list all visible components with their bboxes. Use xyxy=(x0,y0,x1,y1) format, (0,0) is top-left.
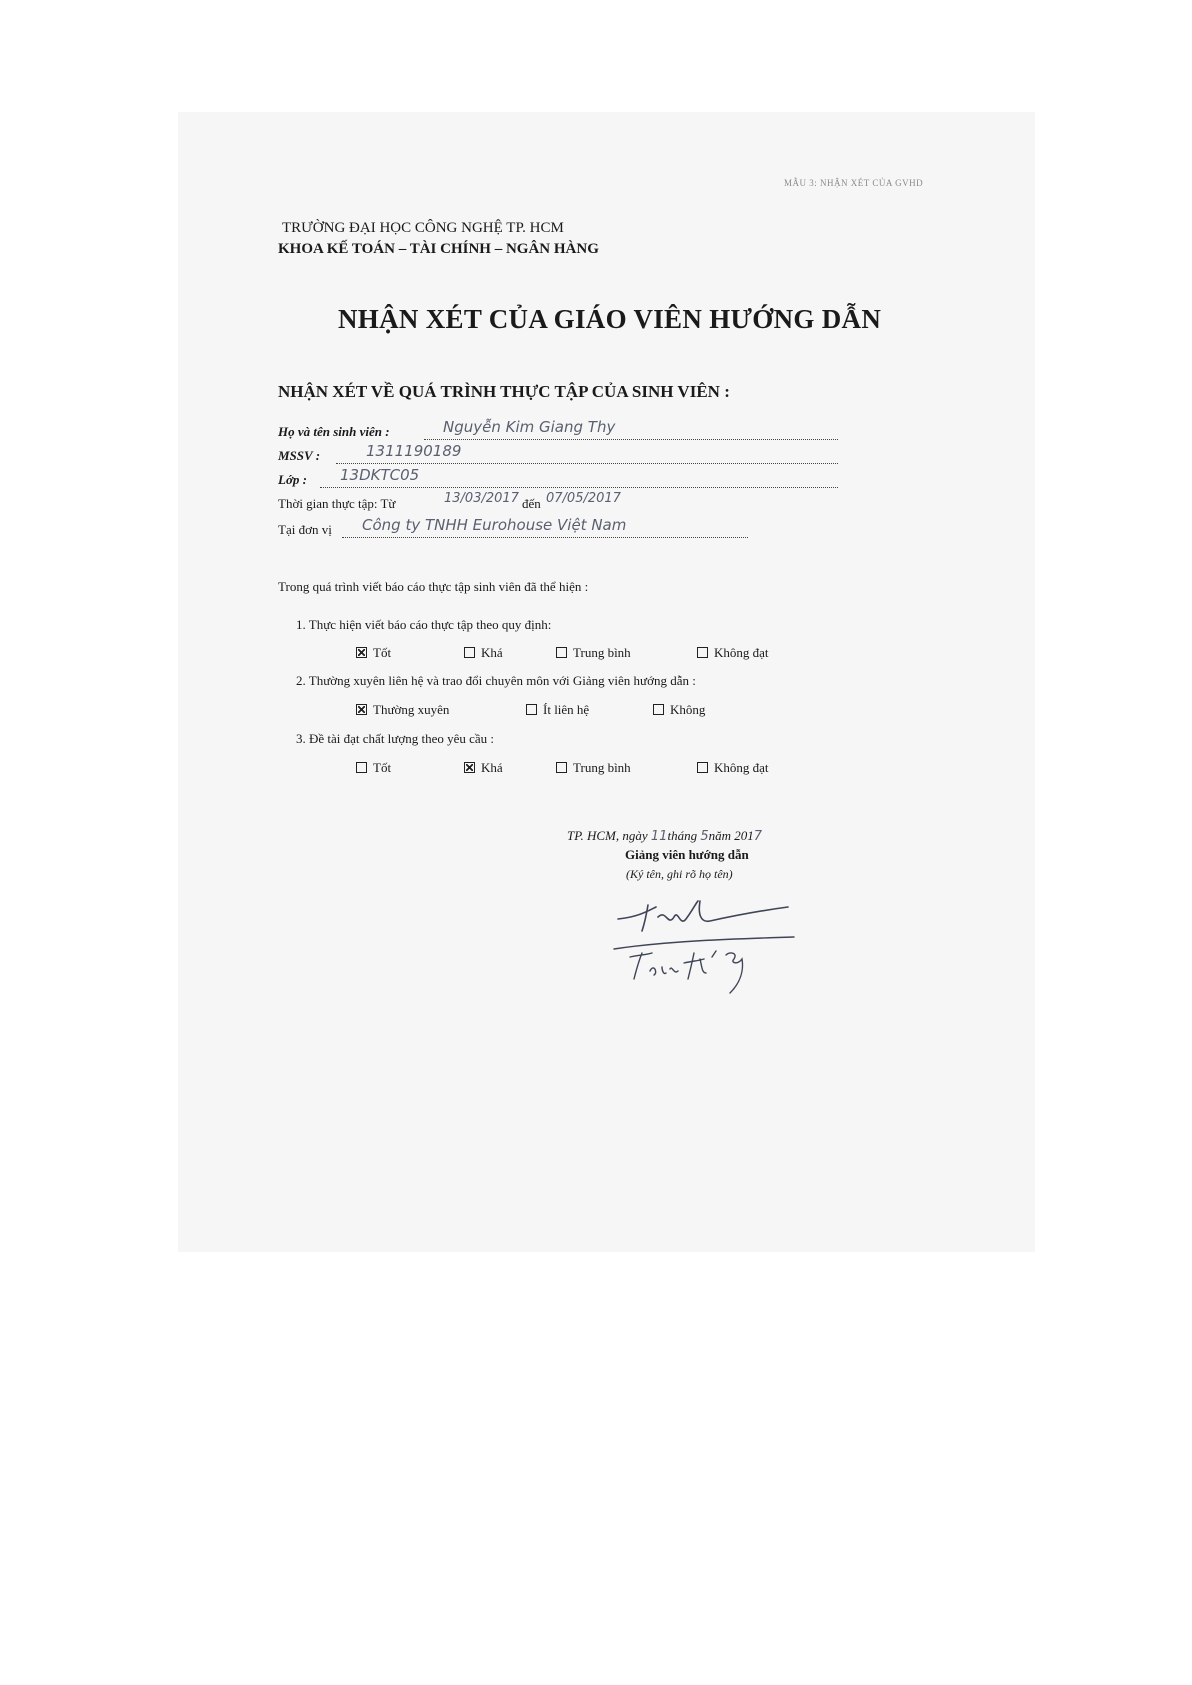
class-row xyxy=(278,466,838,490)
intro-text: Trong quá trình viết báo cáo thực tập sinh viên đã thể hiện : xyxy=(278,579,589,594)
checkbox-checked-icon xyxy=(356,647,367,658)
signing-day: 11 xyxy=(650,829,668,844)
period-to-value: 07/05/2017 xyxy=(546,491,621,506)
checkbox-empty-icon xyxy=(697,647,708,658)
q3-option-tot[interactable]: Tốt xyxy=(356,760,391,776)
class-value: 13DKTC05 xyxy=(340,466,420,484)
school-name: TRƯỜNG ĐẠI HỌC CÔNG NGHỆ TP. HCM xyxy=(282,220,564,236)
checkbox-empty-icon xyxy=(556,647,567,658)
checkbox-empty-icon xyxy=(697,762,708,773)
checkbox-empty-icon xyxy=(653,704,664,715)
signing-month: 5 xyxy=(700,829,709,844)
question-1-label: 1. Thực hiện viết báo cáo thực tập theo quy định: xyxy=(296,617,552,632)
period-to-label: đến xyxy=(522,496,541,511)
student-id-value: 1311190189 xyxy=(366,442,462,460)
checkbox-empty-icon xyxy=(526,704,537,715)
student-name-value: Nguyễn Kim Giang Thy xyxy=(443,418,616,436)
student-name-label: Họ và tên sinh viên : xyxy=(278,424,390,439)
class-label: Lớp : xyxy=(278,472,307,487)
advisor-signature xyxy=(608,897,798,997)
q2-option-it-lien-he[interactable]: Ít liên hệ xyxy=(526,702,589,718)
checkbox-checked-icon xyxy=(356,704,367,715)
checkbox-empty-icon xyxy=(556,762,567,773)
student-id-row xyxy=(278,442,838,466)
section-title: NHẬN XÉT VỀ QUÁ TRÌNH THỰC TẬP CỦA SINH VIÊN : xyxy=(278,382,730,401)
q1-option-tot[interactable]: Tốt xyxy=(356,645,391,661)
q1-option-khong-dat[interactable]: Không đạt xyxy=(697,645,769,661)
period-from-value: 13/03/2017 xyxy=(444,491,519,506)
q3-option-khong-dat[interactable]: Không đạt xyxy=(697,760,769,776)
question-3-label: 3. Đề tài đạt chất lượng theo yêu cầu : xyxy=(296,731,495,746)
student-id-label: MSSV : xyxy=(278,448,321,463)
signing-year-digit: 7 xyxy=(753,829,763,844)
advisor-role: Giảng viên hướng dẫn xyxy=(625,847,749,862)
q1-option-kha[interactable]: Khá xyxy=(464,645,503,661)
student-name-row xyxy=(278,418,838,442)
document-title: NHẬN XÉT CỦA GIÁO VIÊN HƯỚNG DẪN xyxy=(338,304,882,334)
internship-period-row xyxy=(278,491,698,514)
checkbox-empty-icon xyxy=(356,762,367,773)
faculty-name: KHOA KẾ TOÁN – TÀI CHÍNH – NGÂN HÀNG xyxy=(278,241,599,257)
unit-value: Công ty TNHH Eurohouse Việt Nam xyxy=(362,516,627,534)
checkbox-empty-icon xyxy=(464,647,475,658)
scanned-form xyxy=(178,112,1035,1252)
q2-option-khong[interactable]: Không xyxy=(653,702,705,718)
period-label: Thời gian thực tập: Từ xyxy=(278,496,396,511)
signature-note: (Ký tên, ghi rõ họ tên) xyxy=(626,867,733,881)
q1-option-trung-binh[interactable]: Trung bình xyxy=(556,645,631,661)
q3-option-kha[interactable]: Khá xyxy=(464,760,503,776)
q2-option-thuong-xuyen[interactable]: Thường xuyên xyxy=(356,702,449,718)
form-code-stamp: MẪU 3: NHẬN XÉT CỦA GVHD xyxy=(784,178,924,188)
internship-unit-row xyxy=(278,516,748,540)
signing-date: TP. HCM, ngày 11tháng 5năm 2017 xyxy=(567,828,763,844)
question-2-label: 2. Thường xuyên liên hệ và trao đổi chuyên môn với Giảng viên hướng dẫn : xyxy=(296,673,696,688)
unit-label: Tại đơn vị xyxy=(278,522,332,537)
checkbox-checked-icon xyxy=(464,762,475,773)
q3-option-trung-binh[interactable]: Trung bình xyxy=(556,760,631,776)
